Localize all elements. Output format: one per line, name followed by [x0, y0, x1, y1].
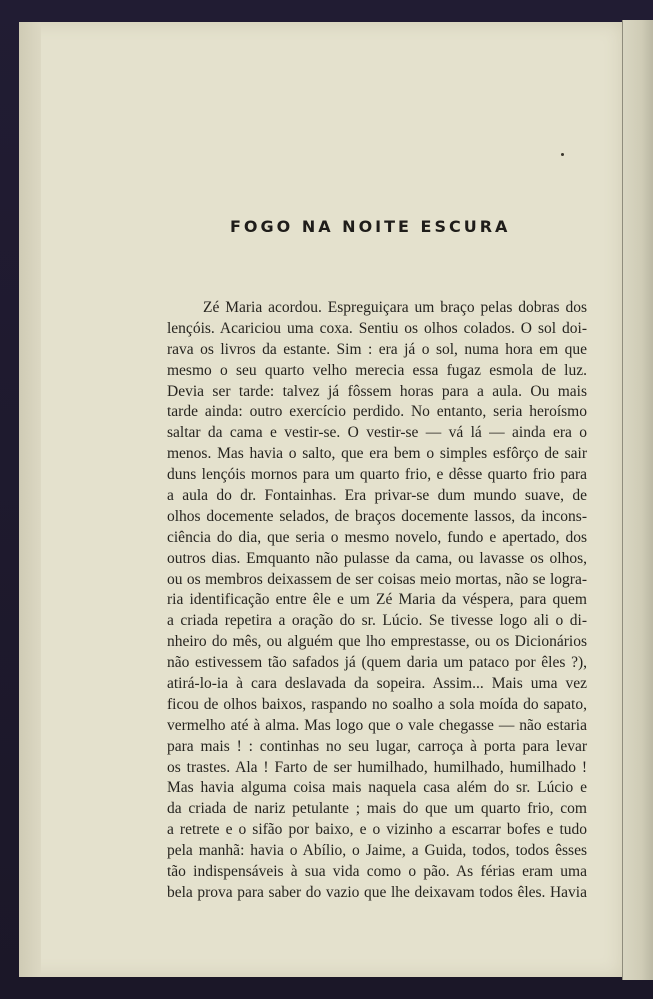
text-line: rava os livros da estante. Sim : era já o sol, numa hora em que: [167, 340, 587, 358]
text-line: duns lençóis mornos para um quarto frio, e dêsse quarto frio para: [167, 466, 587, 484]
text-line: olhos docemente selados, de braços docemente lassos, da incons-: [167, 507, 587, 525]
text-line: para mais ! : continhas no seu lugar, carroça à porta para levar: [167, 737, 587, 755]
text-line: ria identificação entre êle e um Zé Maria da véspera, para quem: [167, 591, 587, 609]
text-line: não estivessem tão safados já (quem daria um pataco por êles ?),: [167, 654, 587, 672]
text-line: lençóis. Acariciou uma coxa. Sentiu os olhos colados. O sol doi-: [167, 319, 587, 337]
text-line: pela manhã: havia o Abílio, o Jaime, a Guida, todos, todos êsses: [167, 842, 587, 860]
text-line: Zé Maria acordou. Espreguiçara um braço pelas dobras dos: [203, 299, 587, 316]
text-line: ou os membros deixassem de ser coisas meio mortas, não se logra-: [167, 570, 587, 588]
page-gutter: [19, 22, 41, 977]
text-line: tarde ainda: outro exercício perdido. No entanto, seria heroísmo: [167, 403, 587, 421]
text-line: ciência do dia, que seria o mesmo novelo, fundo e apertado, dos: [167, 528, 587, 546]
text-line: saltar da cama e vestir-se. O vestir-se — vá lá — ainda era o: [167, 424, 587, 442]
text-line: vermelho até à alma. Mas logo que o vale chegasse — não estaria: [167, 716, 587, 734]
ink-speck: [561, 153, 564, 156]
text-line: bela prova para saber do vazio que lhe deixavam todos êles. Havia: [167, 883, 587, 901]
text-line: a aula do dr. Fontainhas. Era privar-se dum mundo suave, de: [167, 487, 587, 505]
next-page-edge: [622, 20, 653, 980]
text-line: nheiro do mês, ou alguém que lho emprestasse, ou os Dicionários: [167, 633, 587, 651]
text-line: ficou de olhos baixos, raspando no soalho a sola moída do sapato,: [167, 695, 587, 713]
text-line: os trastes. Ala ! Farto de ser humilhado, humilhado, humilhado !: [167, 758, 587, 776]
text-line: Devia ser tarde: talvez já fôssem horas para a aula. Ou mais: [167, 382, 587, 400]
text-line: a criada repetira a oração do sr. Lúcio. Se tivesse logo ali o di-: [167, 612, 587, 630]
text-line: tão indispensáveis à sua vida como o pão. As férias eram uma: [167, 863, 587, 881]
chapter-title: FOGO NA NOITE ESCURA: [230, 217, 511, 236]
text-line: a retrete e o sifão por baixo, e o vizinho a escarrar bofes e tudo: [167, 821, 587, 839]
body-text: [167, 298, 587, 904]
text-line: da criada de nariz petulante ; mais do que um quarto frio, com: [167, 800, 587, 818]
text-line: menos. Mas havia o salto, que era bem o simples esfôrço de sair: [167, 445, 587, 463]
text-line: Mas havia alguma coisa mais naquela casa além do sr. Lúcio e: [167, 779, 587, 797]
text-line: mesmo o seu quarto velho merecia essa fugaz esmola de luz.: [167, 361, 587, 379]
text-line: outros dias. Emquanto não pulasse da cama, ou lavasse os olhos,: [167, 549, 587, 567]
text-line: atirá-lo-ia à cara deslavada da sopeira. Assim... Mais uma vez: [167, 675, 587, 693]
